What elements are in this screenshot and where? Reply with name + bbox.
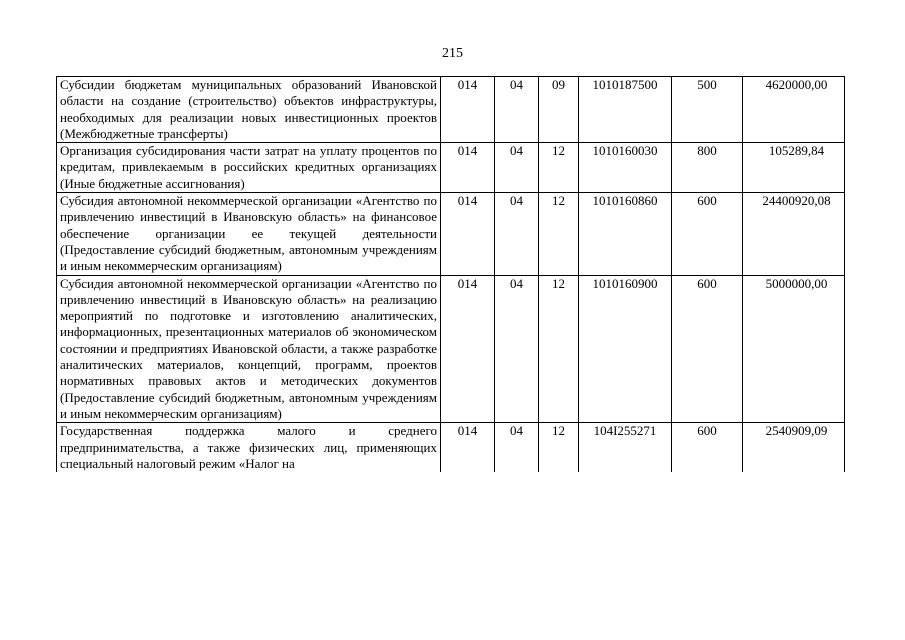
row-description: Организация субсидирования части затрат на уплату процентов по кредитам, привлекаемым в российских кредитных организациях (Иные бюджетные ассигнования) bbox=[57, 143, 441, 193]
target-code: 104I255271 bbox=[579, 423, 672, 472]
target-code: 1010160860 bbox=[579, 193, 672, 275]
table-row bbox=[57, 77, 845, 143]
ministry-code: 014 bbox=[441, 423, 495, 472]
ministry-code: 014 bbox=[441, 77, 495, 143]
target-code: 1010160030 bbox=[579, 143, 672, 193]
subsection-code: 12 bbox=[539, 193, 579, 275]
section-code: 04 bbox=[495, 77, 539, 143]
expense-type-code: 500 bbox=[672, 77, 743, 143]
table-row bbox=[57, 143, 845, 193]
ministry-code: 014 bbox=[441, 193, 495, 275]
section-code: 04 bbox=[495, 193, 539, 275]
ministry-code: 014 bbox=[441, 143, 495, 193]
expense-type-code: 600 bbox=[672, 275, 743, 423]
row-description: Субсидия автономной некоммерческой организации «Агентство по привлечению инвестиций в Ивановскую область» на финансовое обеспечение организации ее текущей деятельности (Предоставление субсидий бюджетным, автономным учреждениям и иным некоммерческим организациям) bbox=[57, 193, 441, 275]
section-code: 04 bbox=[495, 275, 539, 423]
section-code: 04 bbox=[495, 423, 539, 472]
table-row bbox=[57, 423, 845, 472]
budget-table bbox=[56, 76, 845, 472]
row-description: Государственная поддержка малого и среднего предпринимательства, а также физических лиц, применяющих специальный налоговый режим «Налог на bbox=[57, 423, 441, 472]
amount: 105289,84 bbox=[743, 143, 845, 193]
ministry-code: 014 bbox=[441, 275, 495, 423]
amount: 24400920,08 bbox=[743, 193, 845, 275]
table-row bbox=[57, 275, 845, 423]
subsection-code: 12 bbox=[539, 143, 579, 193]
amount: 2540909,09 bbox=[743, 423, 845, 472]
expense-type-code: 600 bbox=[672, 193, 743, 275]
row-description: Субсидия автономной некоммерческой организации «Агентство по привлечению инвестиций в Ивановскую область» на реализацию мероприятий по подготовке и изготовлению аналитических, информационных, презентационных материалов об экономическом состоянии и предприятиях Ивановской области, а также разработке аналитических материалов, концепций, программ, проектов нормативных правовых актов и методических документов (Предоставление субсидий бюджетным, автономным учреждениям и иным некоммерческим организациям) bbox=[57, 275, 441, 423]
target-code: 1010160900 bbox=[579, 275, 672, 423]
subsection-code: 12 bbox=[539, 275, 579, 423]
amount: 4620000,00 bbox=[743, 77, 845, 143]
target-code: 1010187500 bbox=[579, 77, 672, 143]
row-description: Субсидии бюджетам муниципальных образований Ивановской области на создание (строительство) объектов инфраструктуры, необходимых для реализации новых инвестиционных проектов (Межбюджетные трансферты) bbox=[57, 77, 441, 143]
table-row bbox=[57, 193, 845, 275]
expense-type-code: 800 bbox=[672, 143, 743, 193]
expense-type-code: 600 bbox=[672, 423, 743, 472]
page-number: 215 bbox=[442, 46, 463, 61]
amount: 5000000,00 bbox=[743, 275, 845, 423]
section-code: 04 bbox=[495, 143, 539, 193]
subsection-code: 12 bbox=[539, 423, 579, 472]
subsection-code: 09 bbox=[539, 77, 579, 143]
